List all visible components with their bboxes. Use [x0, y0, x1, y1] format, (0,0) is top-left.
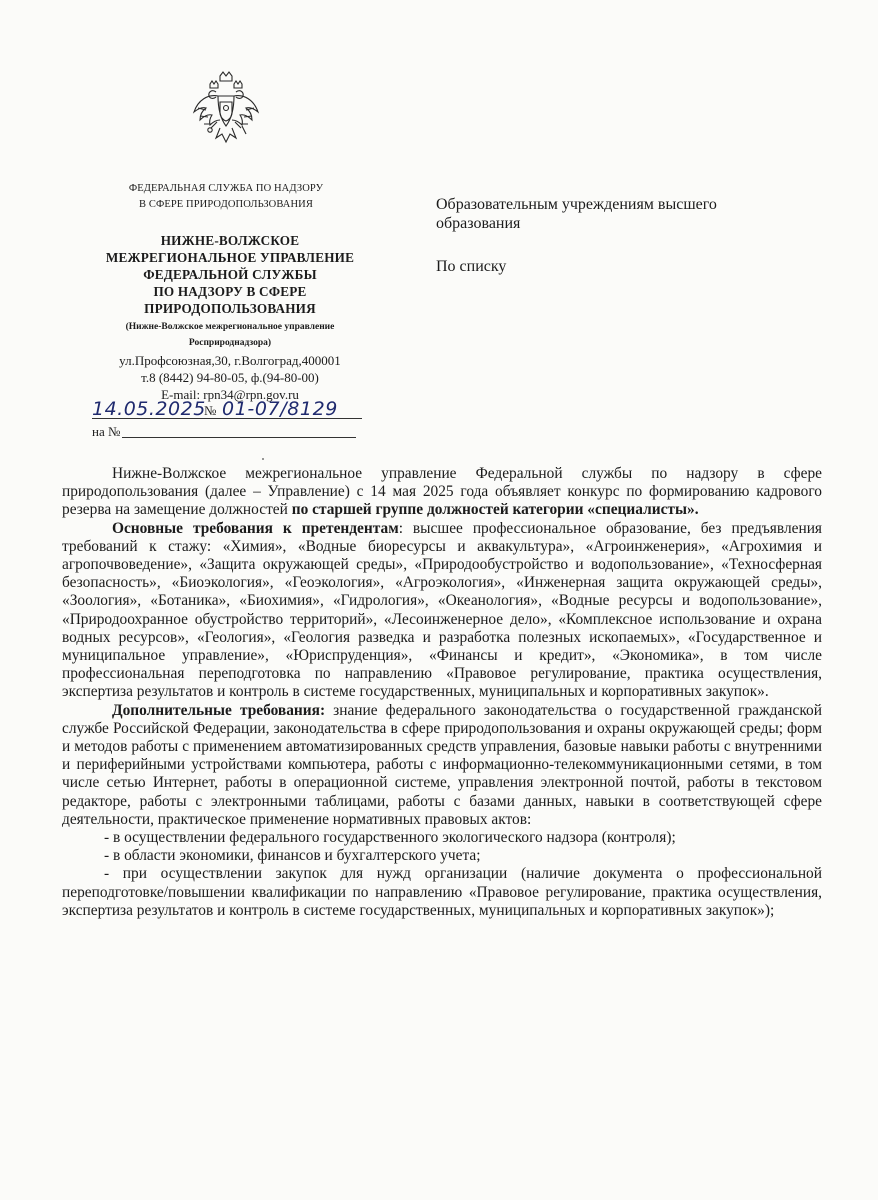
- reference-number-label: на №: [92, 424, 121, 439]
- list-item: - в области экономики, финансов и бухгалтерского учета;: [104, 847, 481, 865]
- letter-body: [62, 465, 822, 920]
- paragraph-main-requirements: [62, 520, 822, 702]
- email: E-mail: rpn34@rpn.gov.ru: [161, 387, 299, 402]
- paragraph-text: Нижне-Волжское межрегиональное управление Федеральной службы по надзору в сфере природопользования (далее – Управление) с 14 мая 2025 года объявляет конкурс по формированию кадрового резерва на замещение должностей: [62, 465, 822, 519]
- organization-name: [88, 232, 372, 317]
- organization-name-line: НИЖНЕ-ВОЛЖСКОЕ: [160, 233, 300, 248]
- paragraph-announcement: [62, 465, 822, 520]
- organization-short-name-line: (Нижне-Волжское межрегиональное управление: [125, 322, 335, 332]
- registration-number: 01-07/8129: [222, 398, 338, 420]
- registration-underline: [92, 418, 362, 419]
- organization-contacts: [88, 352, 372, 403]
- coat-of-arms-icon: [190, 70, 262, 150]
- registration-date: 14.05.2025: [92, 398, 206, 420]
- paragraph-bold-text: Дополнительные требования:: [112, 701, 326, 719]
- recipient: [436, 195, 796, 233]
- organization-short-name-line: Росприроднадзора): [188, 338, 272, 348]
- phone: т.8 (8442) 94-80-05, ф.(94-80-00): [141, 370, 319, 385]
- paragraph-text: : высшее профессиональное образование, без предъявления требований к стажу: «Химия», «Водные биоресурсы и аквакультура», «Агроинженерия», «Агрохимия и агропочвоведение», «Защита окружающей среды», «Природообустройство и водопользование», «Техносферная безопасность», «Биоэкология», «Геоэкология», «Агроэкология», «Инженерная защита окружающей среды», «Зоология», «Ботаника», «Биохимия», «Гидрология», «Океанология», «Водные ресурсы и водопользование», «Природоохранное обустройство территорий», «Лесоинженерное дело», «Комплексное использование и охрана водных ресурсов», «Геология», «Геология разведка и разработка полезных ископаемых», «Государственное и муниципальное управление», «Юриспруденция», «Финансы и кредит», «Экономика», в том числе профессиональная переподготовка по направлению «Правовое регулирование, практика осуществления, экспертиза результатов и контроль в системе государственных, муниципальных и корпоративных закупок».: [62, 519, 823, 701]
- recipient-line: образования: [436, 215, 521, 232]
- agency-header: [95, 181, 357, 213]
- list-item: - в осуществлении федерального государственного экологического надзора (контроля);: [104, 829, 676, 847]
- registration-number-label: №: [204, 403, 217, 418]
- paragraph-additional-requirements: [62, 702, 822, 829]
- address: ул.Профсоюзная,30, г.Волгоград,400001: [119, 353, 341, 368]
- registration-line: [92, 398, 372, 420]
- recipient-list: По списку: [436, 258, 507, 275]
- organization-short-name: [88, 319, 372, 351]
- paragraph-text: знание федерального законодательства о государственной гражданской службе Российской Федерации, законодательства в сфере природопользования и охраны окружающей среды; форм и методов работы с применением автоматизированных средств управления, базовые навыки работы с внутренними и периферийными устройствами компьютера, работы с информационно-телекоммуникационными сетями, в том числе сетью Интернет, работы в операционной системе, управления электронной почтой, работы в текстовом редакторе, работы с электронными таблицами, работы с базами данных, навыки в соответствующей сфере деятельности, практическое применение нормативных правовых актов:: [62, 701, 822, 828]
- organization-block: [88, 232, 372, 403]
- list-item: - при осуществлении закупок для нужд организации (наличие документа о профессиональной переподготовке/повышении квалификации по направлению «Правовое регулирование, практика осуществления, экспертиза результатов и контроль в системе государственных, муниципальных и корпоративных закупок»);: [62, 865, 822, 919]
- organization-name-line: ПО НАДЗОРУ В СФЕРЕ: [153, 284, 307, 299]
- paragraph-bold-text: Основные требования к претендентам: [112, 519, 399, 537]
- organization-name-line: МЕЖРЕГИОНАЛЬНОЕ УПРАВЛЕНИЕ: [105, 250, 355, 265]
- agency-header-line: ФЕДЕРАЛЬНАЯ СЛУЖБА ПО НАДЗОРУ: [128, 183, 324, 194]
- organization-name-line: ФЕДЕРАЛЬНОЙ СЛУЖБЫ: [143, 267, 317, 282]
- agency-header-line: В СФЕРЕ ПРИРОДОПОЛЬЗОВАНИЯ: [139, 199, 313, 210]
- paragraph-bold-text: по старшей группе должностей категории «специалисты».: [291, 501, 699, 519]
- scan-speck: [262, 458, 264, 460]
- recipient-line: Образовательным учреждениям высшего: [436, 196, 717, 213]
- organization-name-line: ПРИРОДОПОЛЬЗОВАНИЯ: [144, 301, 316, 316]
- reference-number-underline: [122, 437, 356, 438]
